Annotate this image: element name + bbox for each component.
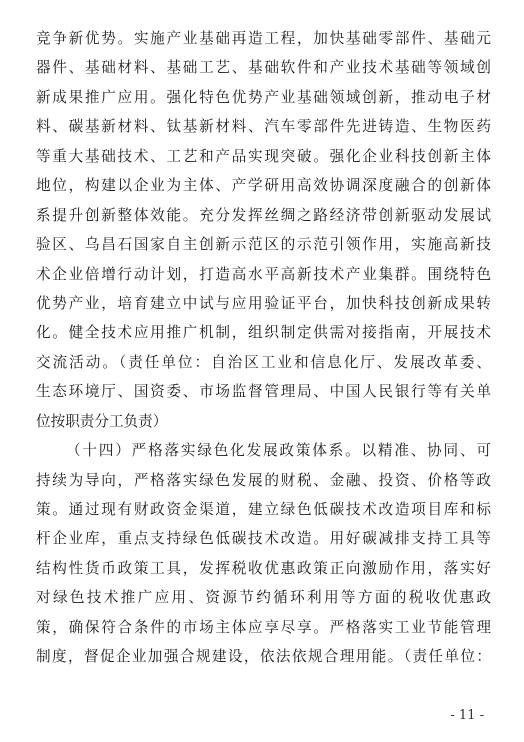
text-line: 制度，督促企业加强合规建设，依法依规合理用能。（责任单位： <box>36 648 491 666</box>
text-line: 结构性货币政策工具，发挥税收优惠政策正向激励作用，落实好 <box>36 559 491 577</box>
text-line: 优势产业，培育建立中试与应用验证平台，加快科技创新成果转 <box>36 294 491 312</box>
text-line: 地位，构建以企业为主体、产学研用高效协调深度融合的创新体 <box>36 177 491 195</box>
text-line: 化。健全技术应用推广机制，组织制定供需对接指南，开展技术 <box>36 324 491 342</box>
text-line: 验区、乌昌石国家自主创新示范区的示范引领作用，实施高新技 <box>36 236 491 254</box>
text-line: 料、碳基新材料、钛基新材料、汽车零部件先进铸造、生物医药 <box>36 118 491 136</box>
text-line: 术企业倍增行动计划，打造高水平高新技术产业集群。围绕特色 <box>36 265 491 283</box>
body-text <box>36 24 491 672</box>
text-line: 等重大基础技术、工艺和产品实现突破。强化企业科技创新主体 <box>36 147 491 165</box>
section-heading-line: （十四）严格落实绿色化发展政策体系。以精准、协同、可 <box>66 442 491 460</box>
page-number: - 11 - <box>450 708 484 723</box>
text-line: 交流活动。（责任单位：自治区工业和信息化厅、发展改革委、 <box>36 353 491 371</box>
text-line: 持续为导向，严格落实绿色发展的财税、金融、投资、价格等政 <box>36 471 491 489</box>
text-line: 器件、基础材料、基础工艺、基础软件和产业技术基础等领域创 <box>36 59 491 77</box>
text-line: 生态环境厅、国资委、市场监督管理局、中国人民银行等有关单 <box>36 383 491 401</box>
text-line: 竞争新优势。实施产业基础再造工程，加快基础零部件、基础元 <box>36 30 491 47</box>
text-line: 策。通过现有财政资金渠道，建立绿色低碳技术改造项目库和标 <box>36 501 491 518</box>
text-line: 杆企业库，重点支持绿色低碳技术改造。用好碳减排支持工具等 <box>36 530 491 548</box>
text-line: 位按职责分工负责） <box>36 412 168 430</box>
text-line: 策，确保符合条件的市场主体应享尽享。严格落实工业节能管理 <box>36 618 491 636</box>
text-line: 对绿色技术推广应用、资源节约循环利用等方面的税收优惠政 <box>36 589 491 607</box>
text-line: 系提升创新整体效能。充分发挥丝绸之路经济带创新驱动发展试 <box>36 206 491 224</box>
text-line: 新成果推广应用。强化特色优势产业基础领域创新，推动电子材 <box>36 88 491 106</box>
